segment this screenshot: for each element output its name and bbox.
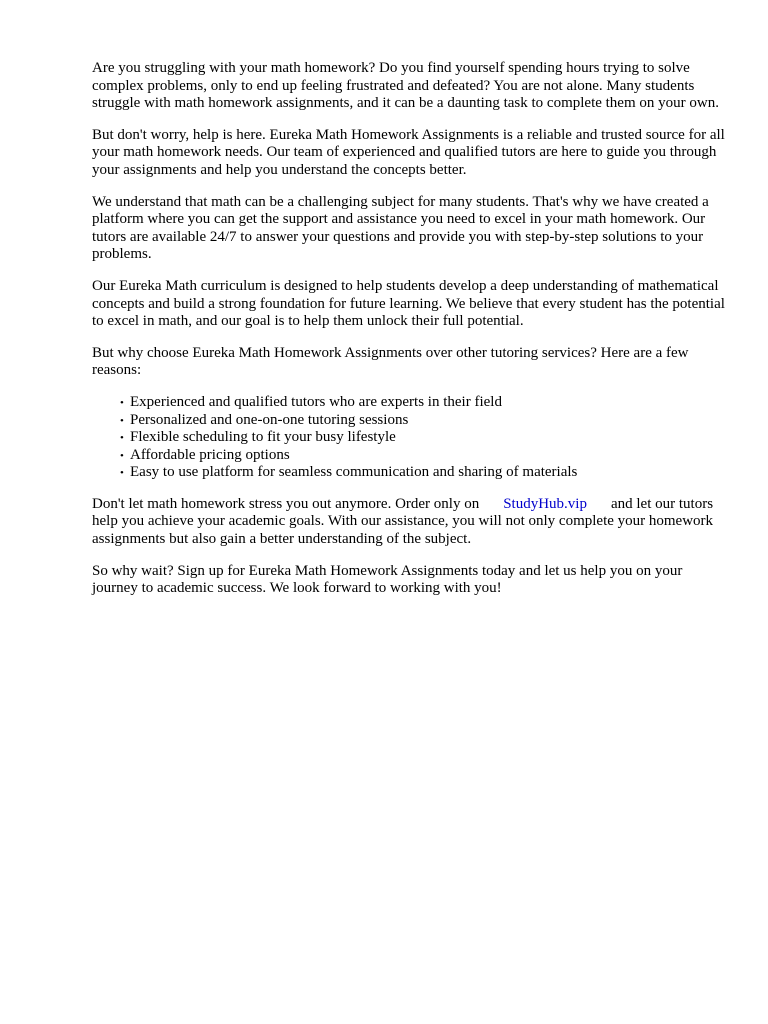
platform-paragraph: We understand that math can be a challenging subject for many students. That's why we have created a platform where you can get the support and assistance you need to excel in your math homework. Our tutors are available 24/7 to answer your questions and provide you with step-by-step solutions to your problems. — [92, 193, 709, 263]
list-item — [120, 412, 728, 430]
closing-paragraph: So why wait? Sign up for Eureka Math Homework Assignments today and let us help you on your journey to academic success. We look forward to working with you! — [92, 562, 683, 597]
list-item-text: Easy to use platform for seamless communication and sharing of materials — [130, 464, 578, 481]
list-item — [120, 464, 728, 482]
help-paragraph: But don't worry, help is here. Eureka Math Homework Assignments is a reliable and trusted source for all your math homework needs. Our team of experienced and qualified tutors are here to guide you through your assignments and help you understand the concepts better. — [92, 126, 725, 178]
cta-text-before: Don't let math homework stress you out anymore. Order only on — [92, 495, 480, 512]
intro-paragraph: Are you struggling with your math homework? Do you find yourself spending hours trying to solve complex problems, only to end up feeling frustrated and defeated? You are not alone. Many students struggle with math homework assignments, and it can be a daunting task to complete them on your own. — [92, 60, 719, 112]
bullet-icon: • — [120, 467, 124, 480]
list-item — [120, 394, 728, 412]
list-item-text: Experienced and qualified tutors who are experts in their field — [130, 393, 502, 410]
studyhub-link[interactable]: StudyHub.vip — [503, 495, 587, 512]
reasons-list — [92, 394, 728, 482]
list-item-text: Flexible scheduling to fit your busy lifestyle — [130, 429, 396, 446]
curriculum-paragraph: Our Eureka Math curriculum is designed to help students develop a deep understanding of mathematical concepts and build a strong foundation for future learning. We believe that every student has the potential to excel in math, and our goal is to help them unlock their full potential. — [92, 277, 725, 330]
list-item-text: Affordable pricing options — [130, 446, 290, 463]
why-choose-paragraph: But why choose Eureka Math Homework Assignments over other tutoring services? Here are a few reasons: — [92, 344, 689, 379]
bullet-icon: • — [120, 449, 124, 462]
list-item — [120, 429, 728, 447]
cta-paragraph — [92, 496, 728, 549]
cta-text-after: and let our tutors help you achieve your academic goals. With our assistance, you will not only complete your homework assignments but also gain a better understanding of the subject. — [92, 495, 714, 548]
document-body — [92, 60, 728, 612]
list-item — [120, 447, 728, 465]
list-item-text: Personalized and one-on-one tutoring sessions — [130, 411, 409, 428]
bullet-icon: • — [120, 396, 124, 409]
bullet-icon: • — [120, 432, 124, 445]
bullet-icon: • — [120, 414, 124, 427]
